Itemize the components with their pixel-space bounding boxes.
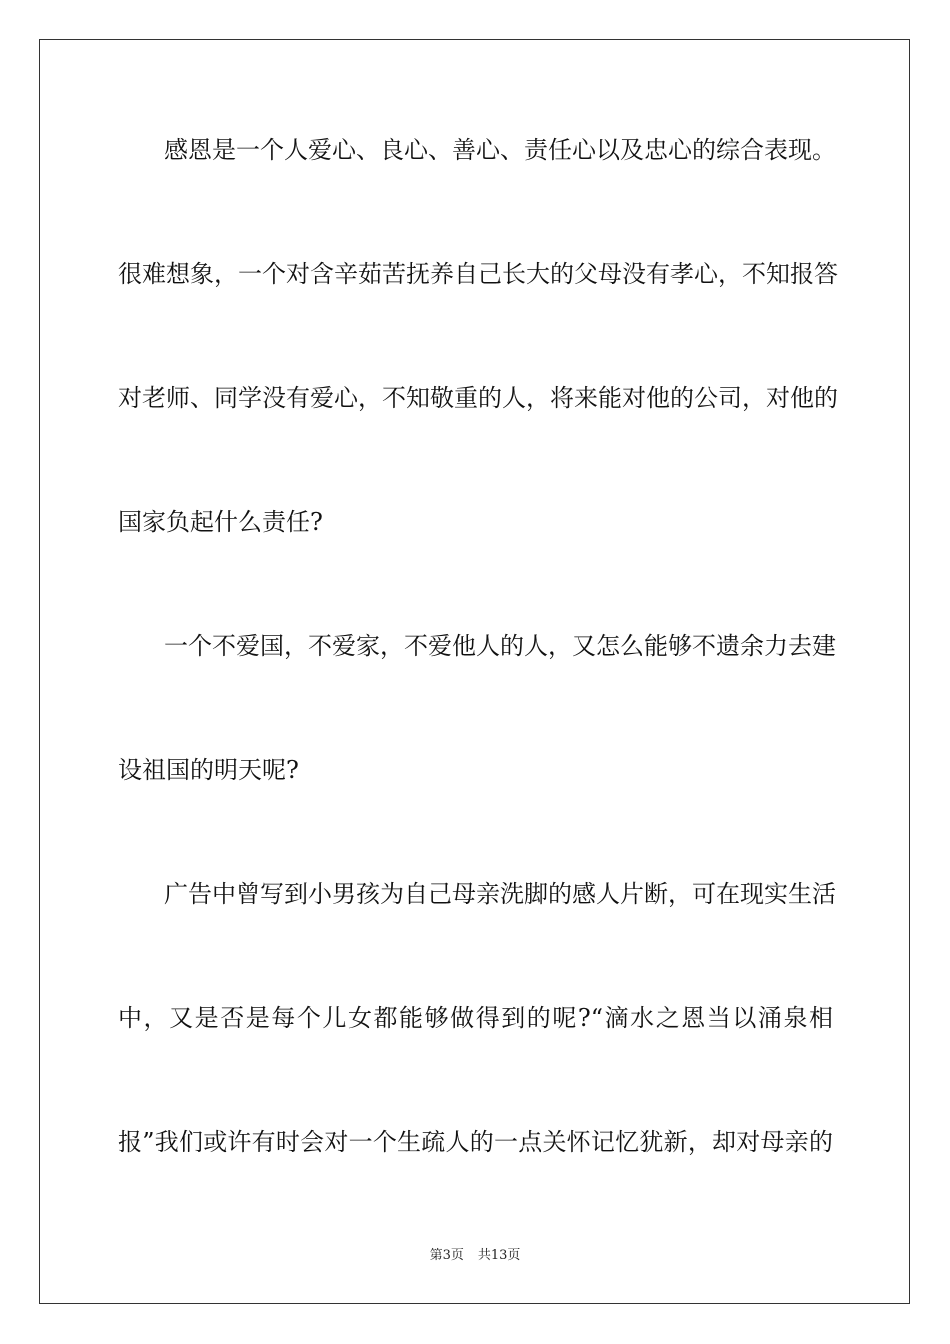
page-number: 第3页 xyxy=(429,1248,464,1263)
paragraph-3-line-2: 中，又是否是每个儿女都能够做得到的呢?“滴水之恩当以涌泉相 xyxy=(118,1004,833,1032)
page-border xyxy=(39,39,910,1304)
paragraph-1-line-1: 感恩是一个人爱心、良心、善心、责任心以及忠心的综合表现。 xyxy=(164,136,836,164)
paragraph-3-line-3: 报”我们或许有时会对一个生疏人的一点关怀记忆犹新，却对母亲的 xyxy=(118,1128,833,1156)
paragraph-2-line-1: 一个不爱国，不爱家，不爱他人的人，又怎么能够不遗余力去建 xyxy=(164,632,836,660)
paragraph-1-line-2: 很难想象，一个对含辛茹苦抚养自己长大的父母没有孝心，不知报答 xyxy=(118,260,838,288)
paragraph-3-line-1: 广告中曾写到小男孩为自己母亲洗脚的感人片断，可在现实生活 xyxy=(164,880,836,908)
page-footer xyxy=(0,1247,950,1265)
total-pages: 共13页 xyxy=(477,1248,521,1263)
paragraph-1-line-3: 对老师、同学没有爱心，不知敬重的人，将来能对他的公司，对他的 xyxy=(118,384,838,412)
paragraph-1-line-4: 国家负起什么责任? xyxy=(118,508,323,536)
paragraph-2-line-2: 设祖国的明天呢? xyxy=(118,756,299,784)
